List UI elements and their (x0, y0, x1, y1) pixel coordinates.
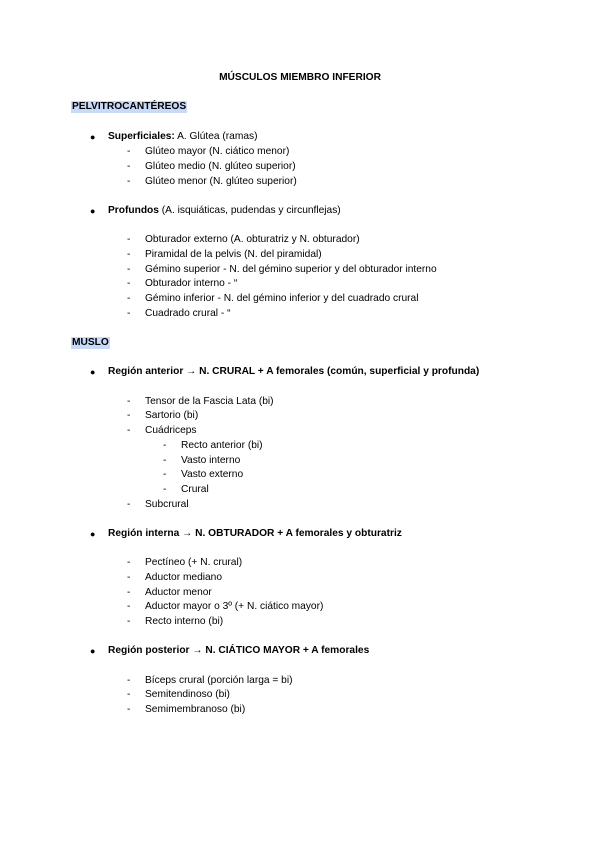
list-item: Aductor menor (145, 587, 212, 598)
dash-icon: - (127, 278, 131, 289)
list-item: Subcrural (145, 499, 189, 510)
dash-icon: - (127, 601, 131, 612)
dash-icon: - (163, 440, 167, 451)
dash-icon: - (127, 308, 131, 319)
dash-icon: - (127, 234, 131, 245)
list-item: Glúteo medio (N. glúteo superior) (145, 161, 296, 172)
list-item: Aductor mediano (145, 572, 223, 583)
bullet-icon: ● (90, 132, 96, 142)
dash-icon: - (127, 499, 131, 510)
dash-icon: - (127, 410, 131, 421)
dash-icon: - (127, 587, 131, 598)
section-heading-muslo: MUSLO (72, 337, 109, 348)
list-item: Aductor mayor o 3º (+ N. ciático mayor) (145, 601, 324, 612)
bullet-detail: (A. isquiáticas, pudendas y circunflejas) (158, 205, 341, 216)
bullet-icon: ● (90, 206, 96, 216)
bullet-icon: ● (90, 646, 96, 656)
dash-icon: - (127, 616, 131, 627)
list-item: Pectíneo (+ N. crural) (145, 557, 243, 568)
bullet-profundos (108, 205, 341, 217)
list-item: Semimembranoso (bi) (145, 704, 246, 715)
list-item: Gémino superior - N. del gémino superior y del obturador interno (145, 264, 437, 275)
list-item: Obturador externo (A. obturatriz y N. obturador) (145, 234, 360, 245)
bullet-region-anterior: Región anterior → N. CRURAL + A femorales (común, superficial y profunda) (108, 366, 480, 377)
dash-icon: - (127, 675, 131, 686)
bullet-region-posterior: Región posterior → N. CIÁTICO MAYOR + A femorales (108, 645, 370, 656)
sub-list-item: Vasto externo (181, 469, 244, 480)
dash-icon: - (163, 469, 167, 480)
dash-icon: - (127, 264, 131, 275)
list-item: Recto interno (bi) (145, 616, 224, 627)
dash-icon: - (127, 293, 131, 304)
list-item: Glúteo menor (N. glúteo superior) (145, 176, 297, 187)
list-item: Glúteo mayor (N. ciático menor) (145, 146, 290, 157)
dash-icon: - (127, 557, 131, 568)
dash-icon: - (127, 572, 131, 583)
page-title: MÚSCULOS MIEMBRO INFERIOR (219, 72, 381, 83)
list-item: Sartorio (bi) (145, 410, 199, 421)
bullet-icon: ● (90, 367, 96, 377)
section-heading-pelvitrocantereos: PELVITROCANTÉREOS (72, 101, 187, 112)
dash-icon: - (163, 455, 167, 466)
dash-icon: - (163, 484, 167, 495)
sub-list-item: Vasto interno (181, 455, 241, 466)
dash-icon: - (127, 161, 131, 172)
list-item: Bíceps crural (porción larga = bi) (145, 675, 293, 686)
sub-list-item: Recto anterior (bi) (181, 440, 263, 451)
dash-icon: - (127, 249, 131, 260)
dash-icon: - (127, 146, 131, 157)
bullet-label: Superficiales: (108, 131, 175, 142)
list-item: Cuádriceps (145, 425, 197, 436)
dash-icon: - (127, 176, 131, 187)
dash-icon: - (127, 689, 131, 700)
dash-icon: - (127, 396, 131, 407)
list-item: Semitendinoso (bi) (145, 689, 230, 700)
list-item: Tensor de la Fascia Lata (bi) (145, 396, 274, 407)
bullet-icon: ● (90, 529, 96, 539)
list-item: Obturador interno - “ (145, 278, 238, 289)
sub-list-item: Crural (181, 484, 209, 495)
dash-icon: - (127, 704, 131, 715)
list-item: Cuadrado crural - “ (145, 308, 231, 319)
dash-icon: - (127, 425, 131, 436)
list-item: Gémino inferior - N. del gémino inferior y del cuadrado crural (145, 293, 419, 304)
bullet-superficiales (108, 131, 257, 143)
bullet-label: Profundos (108, 205, 159, 216)
bullet-region-interna: Región interna → N. OBTURADOR + A femorales y obturatriz (108, 528, 402, 539)
bullet-detail: A. Glútea (ramas) (174, 131, 258, 142)
list-item: Piramidal de la pelvis (N. del piramidal) (145, 249, 322, 260)
